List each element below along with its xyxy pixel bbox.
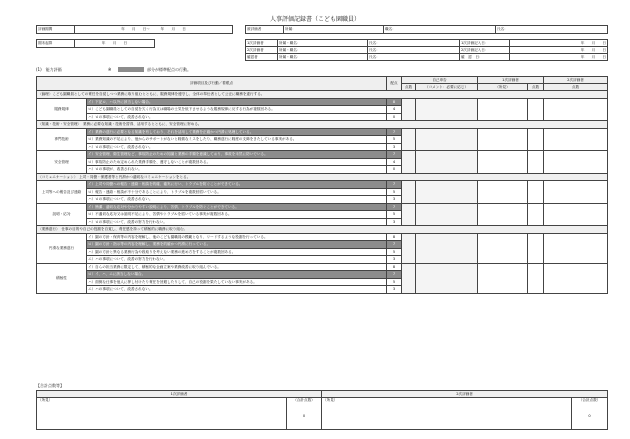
standard-row-swatch	[118, 67, 144, 72]
criterion-row	[37, 98, 608, 106]
ability-evaluation-table	[36, 76, 608, 294]
criterion-points: 4	[387, 106, 402, 114]
form-title: 人事評価記録書（こども園職員）	[269, 16, 360, 23]
self-score-cell[interactable]	[402, 263, 416, 293]
criterion-label: ハ）園の方針と異なる業務行為や段取りを考えない業務の進め方をすることが複数回ある。	[87, 248, 387, 256]
criterion-label: ハ）ロの事項について、改善の努力を行わない。	[87, 218, 387, 226]
legend-mark: ※	[108, 67, 112, 72]
self-comment-cell[interactable]	[416, 151, 478, 174]
evaluatee-name[interactable]: 氏名：	[496, 26, 608, 34]
criterion-points: 8	[387, 98, 402, 106]
criterion-points: 3	[387, 218, 402, 226]
first-score-cell[interactable]	[528, 203, 544, 226]
summary-label: 【合計点数等】	[36, 383, 64, 388]
self-comment-cell[interactable]	[416, 233, 478, 263]
criterion-label: ロ）事故防止のため定められた業務手順を、遵守しないことが複数回ある。	[87, 158, 387, 166]
evaluator-2-name[interactable]: 氏名：	[368, 47, 460, 54]
section-header-row	[37, 173, 608, 181]
summary-second-total	[572, 398, 608, 430]
first-opinion-cell[interactable]	[478, 203, 528, 226]
evaluators-table	[245, 39, 608, 61]
evaluator-1-date-label: 1次評価記入日：	[460, 40, 510, 47]
criterion-label: ハ）ロの事項が、改善されない。	[87, 166, 387, 174]
second-score-cell[interactable]	[544, 98, 608, 121]
period-table	[36, 25, 233, 34]
second-score-cell[interactable]	[544, 151, 608, 174]
header-item: 評価項目及び行動／着眼点	[37, 77, 387, 91]
second-score-cell[interactable]	[544, 203, 608, 226]
evaluator-3-label: 確認者	[246, 54, 278, 61]
criterion-points: 3	[387, 286, 402, 294]
header-first: 1次評価者	[478, 77, 544, 84]
evaluator-3-dept[interactable]: 所属・職名：	[278, 54, 368, 61]
header-second-score: 点数	[544, 84, 608, 91]
header-first-opinion: （所見）	[478, 84, 528, 91]
criterion-label: ロ）業務知識の不足により、他からのサポートがないと軽微なミスをしたり、職務遂行に軽度の支障をきたしている事実がある。	[87, 136, 387, 144]
criterion-label: ニ）ハの事項について、改善の努力を行わない。	[87, 256, 387, 264]
item-name: 専門技術	[37, 128, 87, 151]
criterion-points: 7	[387, 241, 402, 249]
header-self: 自己申告	[402, 77, 478, 84]
first-opinion-cell[interactable]	[478, 98, 528, 121]
item-name: 円滑な業務遂行	[37, 233, 87, 263]
criterion-label: ニ）ハの事項について、改善されない。	[87, 286, 387, 294]
criterion-row	[37, 203, 608, 211]
summary-first-opinion-label: （所見）	[38, 398, 53, 402]
criterion-label: ロ）園の方針・指示等の内容を理解し、業務を的確かつ円滑に行っている。	[87, 241, 387, 249]
self-score-cell[interactable]	[402, 181, 416, 204]
summary-first-opinion[interactable]	[37, 398, 287, 430]
evaluator-2-date[interactable]: 年 月 日	[510, 47, 608, 54]
criterion-points: 5	[387, 248, 402, 256]
evaluator-1-name[interactable]: 氏名：	[368, 40, 460, 47]
evaluator-2-dept[interactable]: 所属・職名：	[278, 47, 368, 54]
criterion-points: 3	[387, 196, 402, 204]
summary-first-total-label: （合計点数）	[293, 398, 315, 402]
item-name: 服務規律	[37, 98, 87, 121]
criterion-points: 8	[387, 263, 402, 271]
period-label: 評価期間	[37, 26, 75, 34]
criterion-label: ロ）こども園職員としての自覚を欠く行為又は職場の士気を低下させるような服務規律に反する行為が複数回ある。	[87, 106, 387, 114]
criterion-label: ハ）ロの事項について、改善されない。	[87, 143, 387, 151]
criterion-points: 5	[387, 211, 402, 219]
first-score-cell[interactable]	[528, 98, 544, 121]
criterion-label: ハ）面倒な仕事を他人に押し付けたり責任を回避したりして、自己の役割を果たしていない事実がある。	[87, 278, 387, 286]
second-score-cell[interactable]	[544, 128, 608, 151]
summary-second-opinion[interactable]	[322, 398, 572, 430]
section-header: 〈業務遂行〉 仕事の目的や自己の役割を自覚し、責任感を持って積極的に職務に取り組む。	[37, 226, 608, 234]
criterion-label: イ）自らの担当業務に限定して、積極的な企画立案や業務改善に取り組んでいる。	[87, 263, 387, 271]
item-name: 上司等への報告及び連絡	[37, 181, 87, 204]
criterion-points: 3	[387, 256, 402, 264]
criterion-points: 0	[387, 113, 402, 121]
criterion-label: ロ）報告・連絡・相談が不十分であることにより、トラブルを複数回招いている。	[87, 188, 387, 196]
summary-second-total-label: （合計点数）	[578, 398, 601, 402]
criterion-points: 5	[387, 136, 402, 144]
first-score-cell[interactable]	[528, 233, 544, 263]
item-name: 積極性	[37, 263, 87, 293]
first-opinion-cell[interactable]	[478, 128, 528, 151]
criterion-label: ハ）ロの事項について、改善されない。	[87, 196, 387, 204]
header-second: 2次評価者	[544, 77, 608, 84]
criterion-points: 7	[387, 151, 402, 159]
first-score-cell[interactable]	[528, 151, 544, 174]
first-opinion-cell[interactable]	[478, 181, 528, 204]
section-header-row	[37, 91, 608, 99]
criterion-row	[37, 181, 608, 189]
header-first-score: 点数	[528, 84, 544, 91]
evaluator-2-label: 2次評価者	[246, 47, 278, 54]
criterion-label: イ）安全管理、衛生管理など、事故防止のための知識と業務の手順を意識しており、事故を未然に防いでいる。	[87, 151, 387, 159]
self-comment-cell[interactable]	[416, 181, 478, 204]
evaluator-1-date[interactable]: 年 月 日	[510, 40, 608, 47]
self-score-cell[interactable]	[402, 233, 416, 263]
self-score-cell[interactable]	[402, 203, 416, 226]
second-score-cell[interactable]	[544, 263, 608, 293]
evaluatee-dept[interactable]: 所属：	[284, 26, 384, 34]
criterion-label: イ）上司や同僚への報告・連絡・相談を的確、確実に行い、トラブルを防ぐことができている。	[87, 181, 387, 189]
first-score-cell[interactable]	[528, 263, 544, 293]
second-score-cell[interactable]	[544, 233, 608, 263]
self-comment-cell[interactable]	[416, 263, 478, 293]
evaluatee-post[interactable]: 職名：	[384, 26, 496, 34]
self-comment-cell[interactable]	[416, 128, 478, 151]
criterion-points: 7	[387, 203, 402, 211]
criterion-points: 7	[387, 271, 402, 279]
section-header: 〈知識・技術・安全管理〉 業務に必要な知識・技術を習得、活用するとともに、安全管理に努める。	[37, 121, 608, 129]
criterion-points: 5	[387, 278, 402, 286]
summary-first-header: 1次評価者	[37, 391, 322, 398]
section-header-row	[37, 121, 608, 129]
evaluatee-table	[245, 25, 608, 34]
criterion-points: 5	[387, 188, 402, 196]
evaluator-3-date-label: 確 認 日：	[460, 54, 510, 61]
summary-second-total-value: 0	[588, 414, 591, 419]
criterion-row	[37, 128, 608, 136]
criterion-row	[37, 263, 608, 271]
item-name: 説明・応対	[37, 203, 87, 226]
self-score-cell[interactable]	[402, 151, 416, 174]
base-date-value[interactable]: 年 月 日	[75, 40, 155, 48]
base-date-label: 期末起算	[37, 40, 75, 48]
criterion-label: イ）簡潔、適切な応対や分かりやすい説明により、苦情、トラブルを防ぐことができている。	[87, 203, 387, 211]
evaluatee-label: 被評価者	[246, 26, 284, 34]
criterion-label: ハ）ロの事項について、改善されない。	[87, 113, 387, 121]
criterion-points: 0	[387, 166, 402, 174]
first-opinion-cell[interactable]	[478, 233, 528, 263]
self-score-cell[interactable]	[402, 98, 416, 121]
header-self-comment: （コメント：必要に応じ）	[416, 84, 478, 91]
self-comment-cell[interactable]	[416, 203, 478, 226]
section-label: (1) 能力評価	[36, 67, 62, 72]
criterion-label: イ）業務の遂行に必要となる知識を有しており、それを活用して業務を正確かつ円滑に処理している。	[87, 128, 387, 136]
header-points: 配点	[387, 77, 402, 91]
evaluator-1-dept[interactable]: 所属・職名：	[278, 40, 368, 47]
header-self-score: 点数	[402, 84, 416, 91]
criterion-points: 7	[387, 128, 402, 136]
summary-second-opinion-label: （所見）	[323, 398, 338, 402]
evaluator-3-name[interactable]: 氏名：	[368, 54, 460, 61]
summary-table	[36, 390, 608, 430]
criterion-points: 4	[387, 158, 402, 166]
base-date-table	[36, 39, 155, 48]
criterion-points: 3	[387, 143, 402, 151]
evaluator-1-label: 1次評価者	[246, 40, 278, 47]
period-value[interactable]: 年 月 日〜 年 月 日	[75, 26, 233, 34]
criterion-label: イ）園の方針・保育等の内容を理解し、他のこども園職員の模範となり、リードするような役割を行っている。	[87, 233, 387, 241]
self-comment-cell[interactable]	[416, 98, 478, 121]
criterion-row	[37, 233, 608, 241]
criterion-label: ロ）イ、ハ、ニに該当しない場合。	[87, 271, 387, 279]
criterion-points: 7	[387, 181, 402, 189]
evaluator-3-date[interactable]: 年 月 日	[510, 54, 608, 61]
self-score-cell[interactable]	[402, 128, 416, 151]
first-opinion-cell[interactable]	[478, 263, 528, 293]
first-opinion-cell[interactable]	[478, 151, 528, 174]
summary-first-total-value: 0	[302, 414, 306, 419]
section-header: 〈倫理〉こども園職員としての責任を自覚しつつ業務に取り組むとともに、服務規律を遵守し、全体の奉仕者として公正に職務を遂行する。	[37, 91, 608, 99]
evaluator-2-date-label: 2次評価記入日：	[460, 47, 510, 54]
criterion-label: イ）下記ロ、ハ以外に該当しない場合。	[87, 98, 387, 106]
summary-first-total	[287, 398, 322, 430]
section-header-row	[37, 226, 608, 234]
first-score-cell[interactable]	[528, 181, 544, 204]
criterion-row	[37, 151, 608, 159]
legend-text: 部分が標準配点の行動。	[147, 67, 191, 72]
first-score-cell[interactable]	[528, 128, 544, 151]
criterion-points: 8	[387, 233, 402, 241]
item-name: 安全管理	[37, 151, 87, 174]
section-header: 〈コミュニケーション〉 上司・同僚・保護者等と円滑かつ適切なコミュニケーションをとる。	[37, 173, 608, 181]
summary-second-header: 2次評価者	[322, 391, 608, 398]
second-score-cell[interactable]	[544, 181, 608, 204]
criterion-label: ロ）不適切な応対又は説明不足により、苦情やトラブルを招いている事実が複数回ある。	[87, 211, 387, 219]
